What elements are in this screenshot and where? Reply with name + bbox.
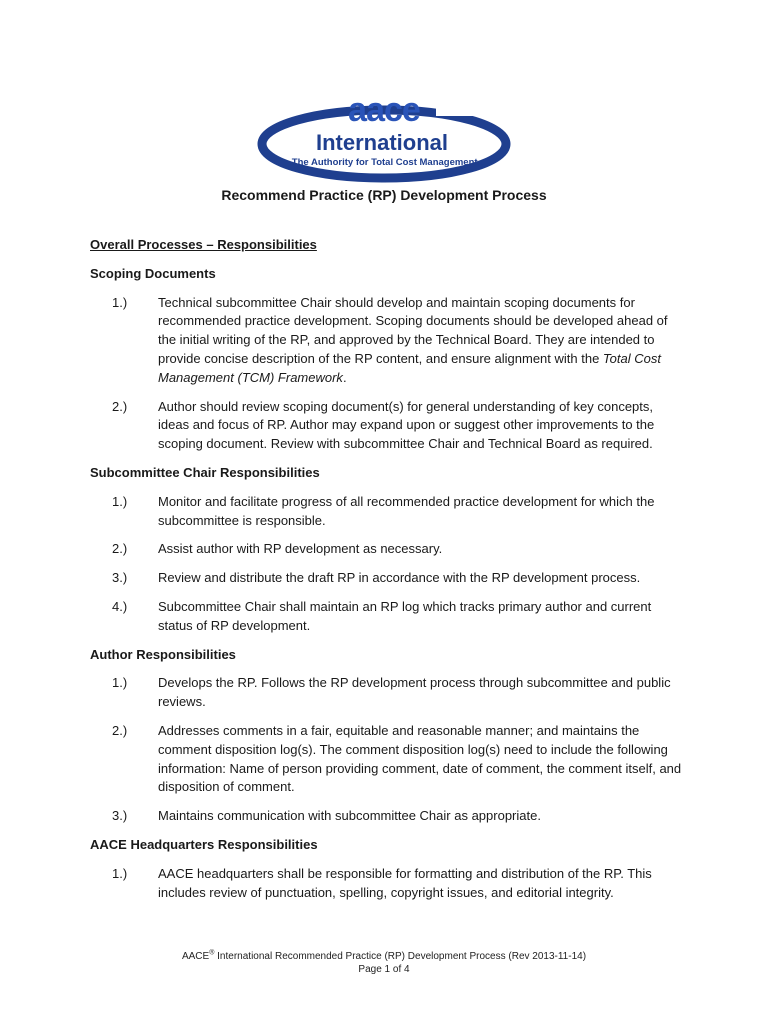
footer-text: International Recommended Practice (RP) Development Process (Rev 2013-11-14) xyxy=(214,951,587,962)
list-item-text: Develops the RP. Follows the RP development process through subcommittee and public reviews. xyxy=(158,675,671,710)
section-heading: Subcommittee Chair Responsibilities xyxy=(90,464,320,480)
list-item-number: 2.) xyxy=(112,541,128,557)
logo-international-text: International xyxy=(315,130,449,155)
list-item xyxy=(90,598,690,636)
list-item-number: 1.) xyxy=(112,493,128,509)
list-item xyxy=(90,569,690,588)
list-item-text: Subcommittee Chair shall maintain an RP log which tracks primary author and current status of RP development. xyxy=(158,598,652,633)
list-item-number: 2.) xyxy=(112,398,128,414)
logo-aace-text: aace xyxy=(348,92,420,129)
document-body xyxy=(90,236,690,912)
logo-tagline-text: The Authority for Total Cost Management. xyxy=(291,157,481,168)
list-item xyxy=(90,294,690,388)
page-number: Page 1 of 4 xyxy=(358,964,410,975)
sections-container xyxy=(90,265,690,903)
section-heading: Scoping Documents xyxy=(90,265,216,281)
list-item-text: Maintains communication with subcommittee Chair as appropriate. xyxy=(158,808,541,824)
list-item-number: 2.) xyxy=(112,722,128,738)
list-item-text: AACE headquarters shall be responsible for formatting and distribution of the RP. This includes review of punctuation, spelling, copyright issues, and editorial integrity. xyxy=(158,865,652,900)
list-item xyxy=(90,674,690,712)
list-item xyxy=(90,540,690,559)
aace-logo-graphic xyxy=(256,92,514,184)
list-item-number: 3.) xyxy=(112,808,128,824)
list-item-number: 4.) xyxy=(112,598,128,614)
footer-brand: AACE xyxy=(181,951,210,962)
list-item-text: Monitor and facilitate progress of all recommended practice development for which the subcommittee is responsible. xyxy=(158,493,655,528)
list-item-text: Author should review scoping document(s) for general understanding of key concepts, ideas and focus of RP. Author may expand upon or suggest other improvements to the scoping document. Review with subcommittee Chair and Technical Board as required. xyxy=(158,398,655,452)
list-item xyxy=(90,807,690,826)
overall-heading: Overall Processes – Responsibilities xyxy=(90,237,317,252)
tcm-framework-reference: Total Cost Management (TCM) Framework xyxy=(158,350,661,385)
page-footer xyxy=(0,950,768,976)
list-item xyxy=(90,398,690,454)
list-item xyxy=(90,865,690,903)
aace-logo xyxy=(256,92,514,184)
list-item-text: Review and distribute the draft RP in accordance with the RP development process. xyxy=(158,570,641,586)
section-heading: Author Responsibilities xyxy=(90,646,236,662)
list-item-text: Addresses comments in a fair, equitable and reasonable manner; and maintains the comment disposition log(s). The comment disposition log(s) need to include the following information: Name of person providing comment, date of comment, the comment itself, and disposition of comment. xyxy=(158,722,682,795)
list-item-text-part: Technical subcommittee Chair should develop and maintain scoping documents for recommended practice development. Scoping documents should be developed ahead of the initial writing of the RP, and approved by the Technical Board. They are intended to provide concise description of the RP content, and ensure alignment with the xyxy=(158,294,668,366)
list-item-text xyxy=(158,294,690,388)
list-item-number: 1.) xyxy=(112,294,128,310)
section-heading: AACE Headquarters Responsibilities xyxy=(90,836,318,852)
list-item-number: 1.) xyxy=(112,675,128,691)
document-title: Recommend Practice (RP) Development Process xyxy=(221,187,547,203)
list-item-number: 1.) xyxy=(112,865,128,881)
list-item-number: 3.) xyxy=(112,570,128,586)
footer-registered-mark: ® xyxy=(209,949,215,957)
list-item-text-part: . xyxy=(342,369,347,385)
footer-line xyxy=(0,950,768,963)
list-item-text: Assist author with RP development as necessary. xyxy=(158,541,443,557)
list-item xyxy=(90,722,690,797)
list-item xyxy=(90,493,690,531)
